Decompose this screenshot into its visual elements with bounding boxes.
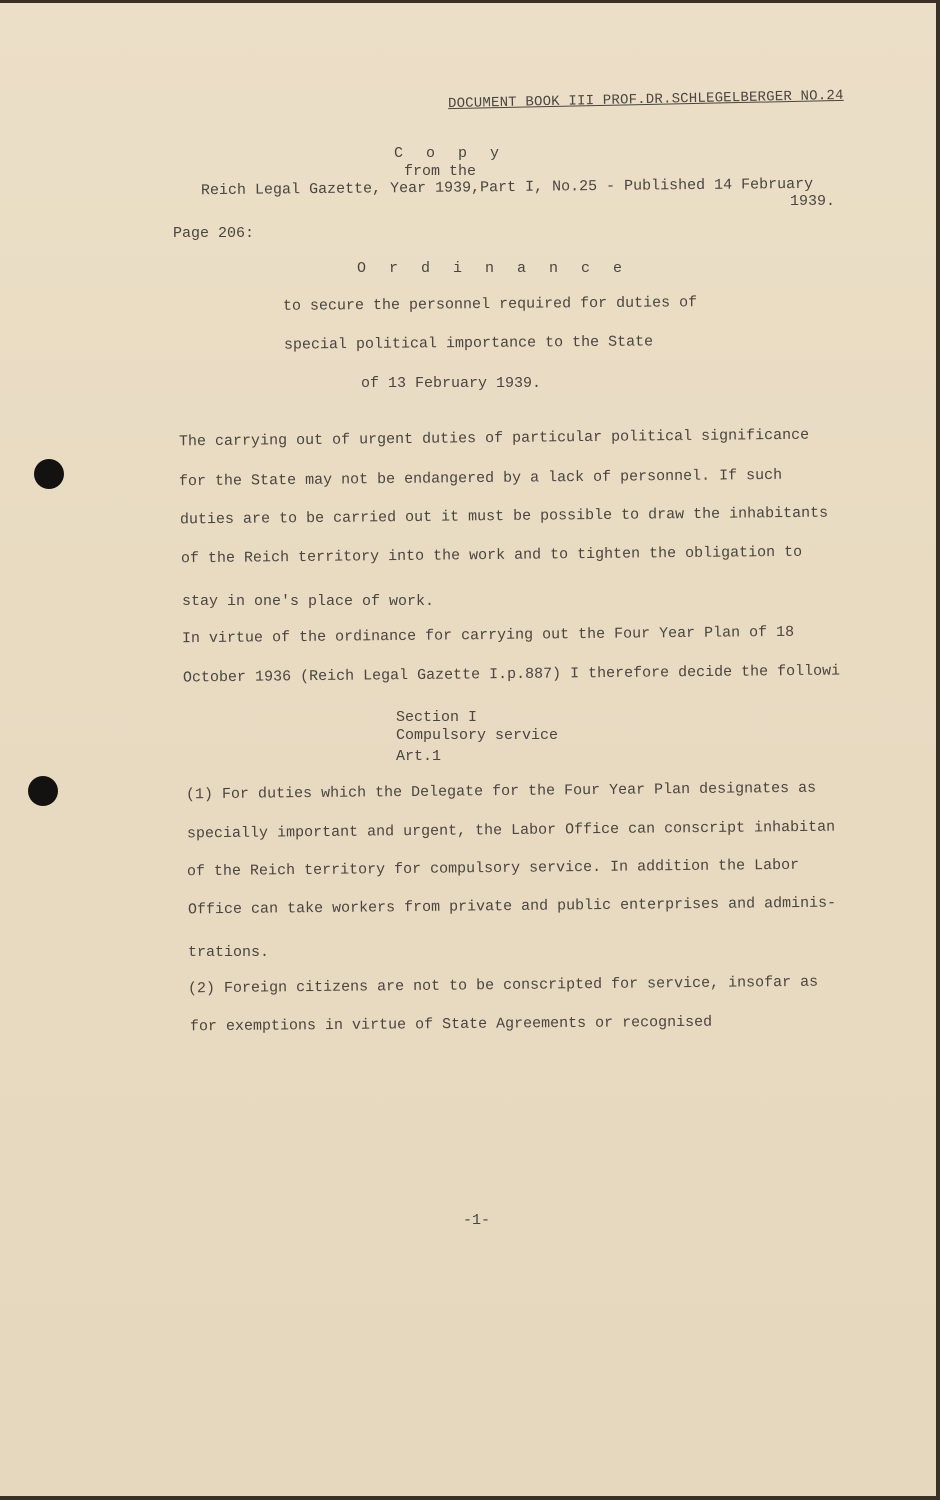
source-line: Reich Legal Gazette, Year 1939,Part I, No.25 - Published 14 February bbox=[200, 175, 814, 200]
article-line: of the Reich territory for compulsory service. In addition the Labor bbox=[186, 856, 800, 881]
title-date: of 13 February 1939. bbox=[361, 375, 542, 392]
preamble-line: for the State may not be endangered by a lack of personnel. If such bbox=[178, 466, 783, 491]
source-year: 1939. bbox=[790, 193, 836, 210]
preamble-line: of the Reich territory into the work and to tighten the obligation to bbox=[180, 543, 803, 568]
section-subtitle: Compulsory service bbox=[396, 727, 559, 744]
page-reference: Page 206: bbox=[173, 225, 255, 242]
punch-hole-lower bbox=[28, 776, 58, 806]
from-label: from the bbox=[404, 163, 477, 180]
ordinance-title: O r d i n a n c e bbox=[357, 260, 630, 277]
article-line: specially important and urgent, the Labor Office can conscript inhabitan bbox=[186, 818, 836, 843]
preamble-line: duties are to be carried out it must be possible to draw the inhabitants bbox=[179, 504, 829, 529]
article-line: (1) For duties which the Delegate for the Four Year Plan designates as bbox=[185, 779, 817, 804]
section-title: Section I bbox=[396, 709, 478, 726]
article-line: trations. bbox=[188, 944, 270, 961]
preamble-line: The carrying out of urgent duties of particular political significance bbox=[178, 426, 810, 451]
scan-edge-bottom bbox=[0, 1496, 940, 1500]
copy-label: C o p y bbox=[394, 145, 507, 162]
document-reference: DOCUMENT BOOK III PROF.DR.SCHLEGELBERGER NO.24 bbox=[447, 87, 844, 113]
preamble-line: stay in one's place of work. bbox=[182, 593, 435, 610]
page-number: -1- bbox=[463, 1212, 491, 1229]
scan-edge-top bbox=[0, 0, 940, 3]
scan-edge-right bbox=[936, 0, 940, 1500]
article-line: Office can take workers from private and public enterprises and adminis- bbox=[187, 894, 837, 919]
punch-hole-upper bbox=[34, 459, 64, 489]
title-line-1: to secure the personnel required for duties of bbox=[282, 294, 698, 315]
article-line: for exemptions in virtue of State Agreements or recognised bbox=[189, 1013, 713, 1036]
preamble-line: October 1936 (Reich Legal Gazette I.p.887) I therefore decide the followi bbox=[182, 662, 841, 687]
article-label: Art.1 bbox=[396, 748, 442, 765]
preamble-line: In virtue of the ordinance for carrying out the Four Year Plan of 18 bbox=[181, 623, 795, 648]
article-line: (2) Foreign citizens are not to be conscripted for service, insofar as bbox=[187, 973, 819, 998]
title-line-2: special political importance to the State bbox=[283, 333, 654, 354]
